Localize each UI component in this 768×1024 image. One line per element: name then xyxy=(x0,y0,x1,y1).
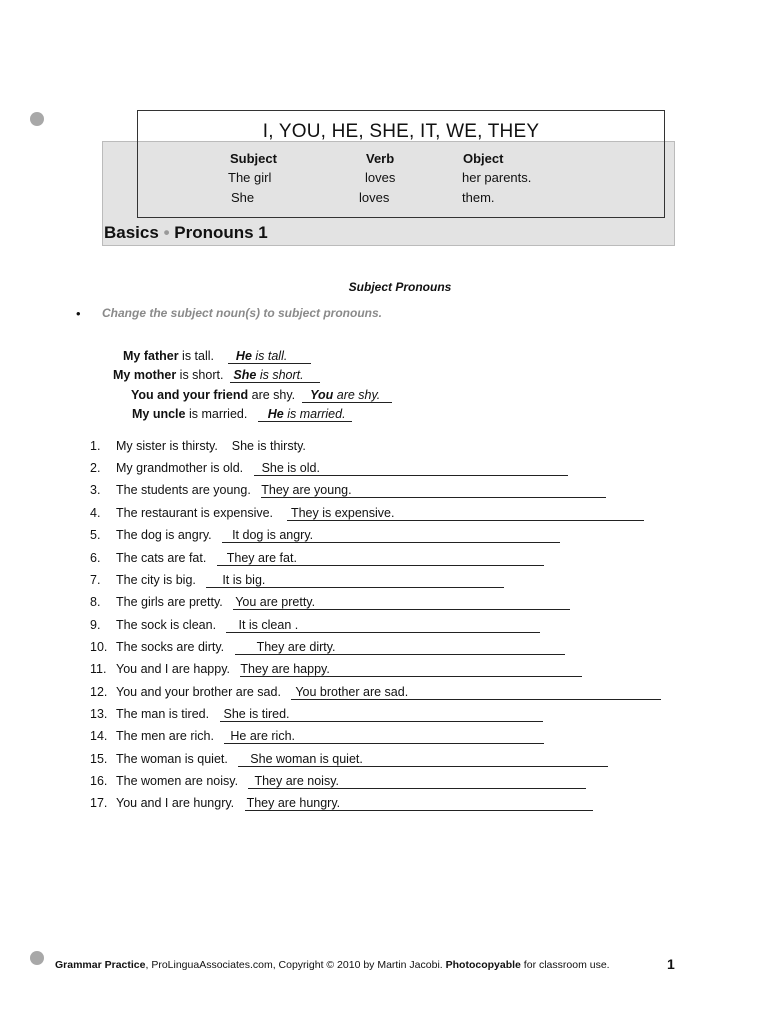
lesson-label: Pronouns 1 xyxy=(174,223,268,242)
answer-rest: is short. xyxy=(256,368,304,382)
answer-text: He are rich. xyxy=(230,729,295,743)
example-subject: You and your friend xyxy=(131,388,249,402)
answer-text: They are happy. xyxy=(240,662,330,676)
exercise-sentence: You and your brother are sad. xyxy=(116,685,281,699)
separator-dot: • xyxy=(163,223,170,242)
answer-text: You brother are sad. xyxy=(295,685,409,699)
answer-text: They are hungry. xyxy=(246,796,341,810)
answer-rest: is married. xyxy=(283,407,346,421)
exercise-sentence: The socks are dirty. xyxy=(116,640,225,654)
example-answer xyxy=(258,407,352,422)
exercise-sentence: The dog is angry. xyxy=(116,528,212,542)
exercise-row xyxy=(90,483,606,498)
exercise-answer[interactable] xyxy=(206,573,504,588)
table-cell: She xyxy=(231,190,255,205)
exercise-answer[interactable] xyxy=(220,707,543,722)
example-answer xyxy=(230,368,319,383)
example-subject: My mother xyxy=(113,368,177,382)
example-rest: are shy. xyxy=(248,388,296,402)
answer-rest: are shy. xyxy=(333,388,381,402)
exercise-sentence: The sock is clean. xyxy=(116,618,217,632)
table-header-verb: Verb xyxy=(366,151,395,166)
exercise-row xyxy=(90,640,565,655)
table-cell: them. xyxy=(462,190,495,205)
exercise-row xyxy=(90,662,582,677)
exercise-row xyxy=(90,752,608,767)
table-header-subject: Subject xyxy=(230,151,277,166)
answer-pronoun: She xyxy=(233,368,257,382)
exercise-number: 10. xyxy=(90,640,108,654)
example-subject: My father xyxy=(123,349,179,363)
example-rest: is tall. xyxy=(178,349,215,363)
example-rest: is married. xyxy=(185,407,248,421)
exercise-answer[interactable] xyxy=(261,483,606,498)
footer-book: Grammar Practice xyxy=(55,959,146,971)
exercise-row xyxy=(90,439,306,453)
exercise-sentence: The men are rich. xyxy=(116,729,214,743)
exercise-row xyxy=(90,729,544,744)
exercise-row xyxy=(90,528,560,543)
answer-text: You are pretty. xyxy=(235,595,316,609)
answer-rest: is tall. xyxy=(251,349,288,363)
exercise-answer[interactable] xyxy=(222,528,560,543)
footer-copyright: , ProLinguaAssociates.com, Copyright © 2010 by Martin Jacobi. xyxy=(145,959,446,971)
table-cell: The girl xyxy=(228,170,272,185)
exercise-number: 11. xyxy=(90,662,107,676)
example-4 xyxy=(132,407,352,422)
exercise-answer[interactable] xyxy=(254,461,568,476)
exercise-row xyxy=(90,461,568,476)
answer-text: It is clean . xyxy=(238,618,299,632)
exercise-answer[interactable] xyxy=(245,796,593,811)
exercise-sentence: The city is big. xyxy=(116,573,196,587)
answer-pronoun: He xyxy=(235,349,252,363)
answer-text: They are dirty. xyxy=(256,640,336,654)
answer-pronoun: You xyxy=(310,388,334,402)
example-1 xyxy=(123,349,311,364)
table-cell: loves xyxy=(359,190,390,205)
exercise-row xyxy=(90,595,570,610)
example-2 xyxy=(113,368,320,383)
exercise-sentence: My grandmother is old. xyxy=(116,461,244,475)
page-number: 1 xyxy=(667,956,675,972)
exercise-row xyxy=(90,618,540,633)
exercise-answer[interactable] xyxy=(238,752,608,767)
exercise-sentence: The woman is quiet. xyxy=(116,752,228,766)
answer-text: She is old. xyxy=(261,461,320,475)
exercise-number: 2. xyxy=(90,461,101,475)
answer-text: She woman is quiet. xyxy=(250,752,363,766)
exercise-row xyxy=(90,796,593,811)
exercise-answer[interactable] xyxy=(224,729,544,744)
exercise-answer[interactable] xyxy=(217,551,544,566)
exercise-number: 6. xyxy=(90,551,101,565)
example-3 xyxy=(131,388,392,403)
answer-pronoun: He xyxy=(267,407,284,421)
exercise-sentence: The women are noisy. xyxy=(116,774,239,788)
exercise-sentence: The students are young. xyxy=(116,483,251,497)
exercise-number: 9. xyxy=(90,618,101,632)
exercise-row xyxy=(90,685,661,700)
exercise-number: 14. xyxy=(90,729,108,743)
exercise-row xyxy=(90,573,504,588)
exercise-number: 5. xyxy=(90,528,101,542)
exercise-number: 13. xyxy=(90,707,108,721)
example-rest: is short. xyxy=(176,368,224,382)
exercise-answer[interactable] xyxy=(248,774,586,789)
exercise-row xyxy=(90,551,544,566)
exercise-number: 16. xyxy=(90,774,108,788)
exercise-sentence: The girls are pretty. xyxy=(116,595,223,609)
exercise-number: 15. xyxy=(90,752,108,766)
exercise-answer[interactable] xyxy=(291,685,661,700)
exercise-sentence: My sister is thirsty. xyxy=(116,439,218,453)
exercise-number: 12. xyxy=(90,685,108,699)
bullet-icon: • xyxy=(76,306,81,321)
instruction: Change the subject noun(s) to subject pronouns. xyxy=(102,306,383,320)
exercise-number: 8. xyxy=(90,595,101,609)
answer-text: It is big. xyxy=(222,573,266,587)
answer-text: They are noisy. xyxy=(254,774,339,788)
lesson-heading xyxy=(104,223,268,243)
answer-text: She is tired. xyxy=(223,707,290,721)
exercise-number: 3. xyxy=(90,483,101,497)
exercise-row xyxy=(90,707,543,722)
example-answer xyxy=(228,349,311,364)
exercise-answer[interactable] xyxy=(233,595,570,610)
exercise-sentence: The restaurant is expensive. xyxy=(116,506,274,520)
answer-text: They are young. xyxy=(261,483,352,497)
exercise-answer[interactable] xyxy=(235,640,565,655)
exercise-answer[interactable] xyxy=(226,618,540,633)
exercise-row xyxy=(90,774,586,789)
section-title: Subject Pronouns xyxy=(348,280,452,294)
exercise-answer[interactable] xyxy=(287,506,644,521)
example-subject: My uncle xyxy=(132,407,186,421)
exercise-number: 17. xyxy=(90,796,108,810)
exercise-sentence: The man is tired. xyxy=(116,707,210,721)
punch-hole-bottom xyxy=(30,951,44,965)
punch-hole-top xyxy=(30,112,44,126)
table-header-object: Object xyxy=(463,151,504,166)
table-cell: her parents. xyxy=(462,170,532,185)
exercise-number: 7. xyxy=(90,573,101,587)
exercise-number: 1. xyxy=(90,439,101,453)
basics-label: Basics xyxy=(104,223,159,242)
table-cell: loves xyxy=(365,170,396,185)
answer-text: They is expensive. xyxy=(290,506,395,520)
page-title: I, YOU, HE, SHE, IT, WE, THEY xyxy=(262,121,540,142)
example-answer xyxy=(302,388,392,403)
exercise-sentence: You and I are hungry. xyxy=(116,796,235,810)
exercise-sentence: The cats are fat. xyxy=(116,551,207,565)
exercise-row xyxy=(90,506,644,521)
answer-text: They are fat. xyxy=(226,551,297,565)
footer-photocopyable: Photocopyable xyxy=(445,959,521,971)
exercise-answer[interactable] xyxy=(240,662,582,677)
exercise-sentence: You and I are happy. xyxy=(116,662,230,676)
footer-usage: for classroom use. xyxy=(520,959,610,971)
footer xyxy=(55,959,610,971)
exercise-number: 4. xyxy=(90,506,101,520)
exercise-answer[interactable]: She is thirsty. xyxy=(231,439,306,453)
answer-text: It dog is angry. xyxy=(232,528,314,542)
